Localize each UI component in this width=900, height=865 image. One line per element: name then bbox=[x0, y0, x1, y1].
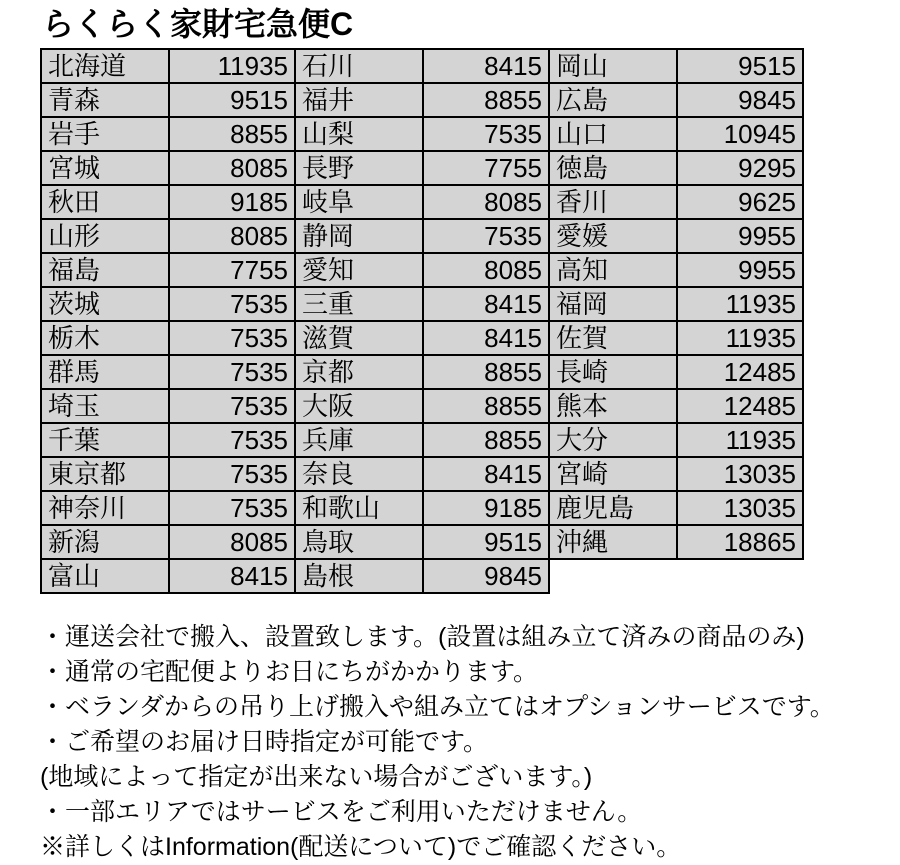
table-row bbox=[41, 253, 803, 287]
region-price: 12485 bbox=[677, 355, 803, 389]
table-row bbox=[41, 321, 803, 355]
region-price: 7535 bbox=[169, 389, 295, 423]
region-price: 7535 bbox=[169, 287, 295, 321]
region-price: 9845 bbox=[677, 83, 803, 117]
region-name: 香川 bbox=[549, 185, 677, 219]
region-name: 富山 bbox=[41, 559, 169, 593]
note-line: ・通常の宅配便よりお日にちがかかります。 bbox=[40, 658, 539, 686]
note-line: ・ベランダからの吊り上げ搬入や組み立てはオプションサービスです。 bbox=[40, 693, 835, 721]
region-name: 沖縄 bbox=[549, 525, 677, 559]
note-line: ・運送会社で搬入、設置致します。(設置は組み立て済みの商品のみ) bbox=[40, 623, 805, 651]
region-price: 8085 bbox=[169, 151, 295, 185]
region-name: 岐阜 bbox=[295, 185, 423, 219]
region-price: 8415 bbox=[423, 321, 549, 355]
region-price: 9295 bbox=[677, 151, 803, 185]
region-name: 山形 bbox=[41, 219, 169, 253]
note-line: ※詳しくはInformation(配送について)でご確認ください。 bbox=[40, 833, 682, 861]
region-name: 埼玉 bbox=[41, 389, 169, 423]
note-line: ・ご希望のお届け日時指定が可能です。 bbox=[40, 728, 489, 756]
region-name: 愛媛 bbox=[549, 219, 677, 253]
region-name: 熊本 bbox=[549, 389, 677, 423]
region-name: 大分 bbox=[549, 423, 677, 457]
region-name: 広島 bbox=[549, 83, 677, 117]
region-price: 7535 bbox=[169, 457, 295, 491]
region-price: 9955 bbox=[677, 219, 803, 253]
region-name: 新潟 bbox=[41, 525, 169, 559]
region-price: 7535 bbox=[169, 355, 295, 389]
region-price: 8415 bbox=[169, 559, 295, 593]
table-row bbox=[41, 559, 803, 593]
region-name: 宮崎 bbox=[549, 457, 677, 491]
notes-section bbox=[40, 620, 870, 865]
region-price: 9515 bbox=[169, 83, 295, 117]
region-name: 長崎 bbox=[549, 355, 677, 389]
region-name: 徳島 bbox=[549, 151, 677, 185]
region-name: 青森 bbox=[41, 83, 169, 117]
region-price: 8855 bbox=[423, 423, 549, 457]
region-name: 神奈川 bbox=[41, 491, 169, 525]
table-row bbox=[41, 117, 803, 151]
table-row bbox=[41, 457, 803, 491]
region-name: 大阪 bbox=[295, 389, 423, 423]
region-name: 高知 bbox=[549, 253, 677, 287]
region-name: 東京都 bbox=[41, 457, 169, 491]
region-price: 9515 bbox=[677, 49, 803, 83]
region-price: 8085 bbox=[169, 219, 295, 253]
region-name: 茨城 bbox=[41, 287, 169, 321]
region-name: 佐賀 bbox=[549, 321, 677, 355]
region-price: 10945 bbox=[677, 117, 803, 151]
region-price: 9625 bbox=[677, 185, 803, 219]
note-line: (地域によって指定が出来ない場合がございます。) bbox=[40, 763, 593, 791]
page-title: らくらく家財宅急便C bbox=[42, 6, 354, 42]
region-price: 7535 bbox=[423, 117, 549, 151]
region-price: 7535 bbox=[169, 423, 295, 457]
region-name: 栃木 bbox=[41, 321, 169, 355]
table-row bbox=[41, 151, 803, 185]
region-price: 12485 bbox=[677, 389, 803, 423]
table-row bbox=[41, 83, 803, 117]
region-name: 群馬 bbox=[41, 355, 169, 389]
region-price: 8855 bbox=[423, 389, 549, 423]
region-price: 9845 bbox=[423, 559, 549, 593]
region-price: 11935 bbox=[677, 321, 803, 355]
region-price: 9955 bbox=[677, 253, 803, 287]
region-name: 京都 bbox=[295, 355, 423, 389]
table-row bbox=[41, 355, 803, 389]
region-price: 8855 bbox=[169, 117, 295, 151]
shipping-fee-table bbox=[40, 48, 804, 594]
region-price: 11935 bbox=[677, 287, 803, 321]
region-name: 長野 bbox=[295, 151, 423, 185]
region-name: 北海道 bbox=[41, 49, 169, 83]
region-name: 山口 bbox=[549, 117, 677, 151]
region-price: 9185 bbox=[169, 185, 295, 219]
table-row bbox=[41, 423, 803, 457]
table-row bbox=[41, 287, 803, 321]
region-price: 9185 bbox=[423, 491, 549, 525]
table-row bbox=[41, 491, 803, 525]
region-name: 山梨 bbox=[295, 117, 423, 151]
region-name: 静岡 bbox=[295, 219, 423, 253]
region-name: 岡山 bbox=[549, 49, 677, 83]
region-name: 滋賀 bbox=[295, 321, 423, 355]
table-row bbox=[41, 389, 803, 423]
region-price: 9515 bbox=[423, 525, 549, 559]
note-line: ・一部エリアではサービスをご利用いただけません。 bbox=[40, 798, 643, 826]
region-name: 鹿児島 bbox=[549, 491, 677, 525]
empty-cell bbox=[549, 559, 677, 593]
region-price: 11935 bbox=[169, 49, 295, 83]
table-row bbox=[41, 49, 803, 83]
region-price: 8415 bbox=[423, 457, 549, 491]
empty-cell bbox=[677, 559, 803, 593]
region-price: 7535 bbox=[423, 219, 549, 253]
region-price: 8085 bbox=[423, 253, 549, 287]
region-price: 7755 bbox=[423, 151, 549, 185]
region-name: 鳥取 bbox=[295, 525, 423, 559]
table-row bbox=[41, 219, 803, 253]
region-price: 8085 bbox=[169, 525, 295, 559]
region-price: 7535 bbox=[169, 321, 295, 355]
region-name: 兵庫 bbox=[295, 423, 423, 457]
region-name: 福島 bbox=[41, 253, 169, 287]
region-price: 7755 bbox=[169, 253, 295, 287]
region-name: 石川 bbox=[295, 49, 423, 83]
region-name: 岩手 bbox=[41, 117, 169, 151]
region-price: 8415 bbox=[423, 49, 549, 83]
region-name: 福井 bbox=[295, 83, 423, 117]
region-name: 千葉 bbox=[41, 423, 169, 457]
region-price: 13035 bbox=[677, 457, 803, 491]
region-price: 8415 bbox=[423, 287, 549, 321]
region-price: 8855 bbox=[423, 83, 549, 117]
region-price: 11935 bbox=[677, 423, 803, 457]
region-name: 島根 bbox=[295, 559, 423, 593]
region-name: 和歌山 bbox=[295, 491, 423, 525]
region-name: 福岡 bbox=[549, 287, 677, 321]
table-row bbox=[41, 185, 803, 219]
region-name: 三重 bbox=[295, 287, 423, 321]
region-price: 13035 bbox=[677, 491, 803, 525]
table-body bbox=[41, 49, 803, 593]
region-name: 愛知 bbox=[295, 253, 423, 287]
region-name: 秋田 bbox=[41, 185, 169, 219]
region-name: 宮城 bbox=[41, 151, 169, 185]
region-price: 18865 bbox=[677, 525, 803, 559]
region-price: 8085 bbox=[423, 185, 549, 219]
region-price: 8855 bbox=[423, 355, 549, 389]
region-name: 奈良 bbox=[295, 457, 423, 491]
region-price: 7535 bbox=[169, 491, 295, 525]
table-row bbox=[41, 525, 803, 559]
